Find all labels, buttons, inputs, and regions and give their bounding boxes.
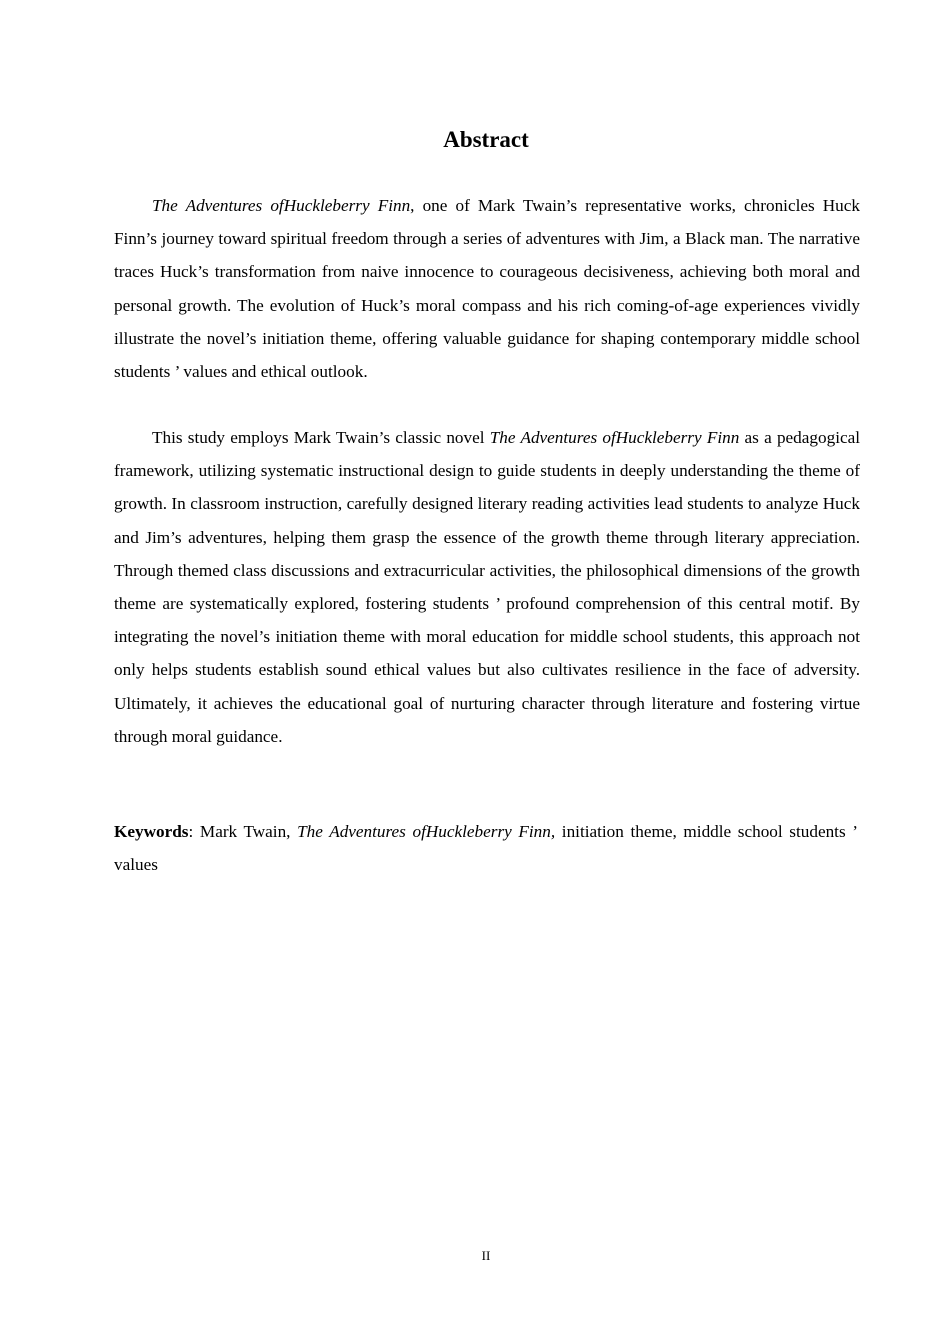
abstract-title: Abstract (443, 127, 529, 152)
paragraph-text: , one of Mark Twain’s representative works, chronicles Huck Finn’s journey toward spiritual freedom through a series of adventures with Jim, a Black man. The narrative traces Huck’s transformation from naive innocence to courageous decisiveness, achieving both moral and personal growth. The evolution of Huck’s moral compass and his rich coming-of-age experiences vividly illustrate the novel’s initiation theme, offering valuable guidance for shaping contemporary middle school students ’ values and ethical outlook. (114, 196, 860, 382)
keywords-label: Keywords (114, 822, 189, 841)
abstract-paragraph-1 (114, 189, 860, 388)
keywords-separator: : (188, 822, 200, 841)
book-title: The Adventures ofHuckleberry Finn, (297, 822, 556, 841)
page-number: II (481, 1248, 491, 1263)
book-title: The Adventures ofHuckleberry Finn (152, 196, 411, 215)
paragraph-text: This study employs Mark Twain’s classic novel (152, 428, 490, 447)
book-title: The Adventures ofHuckleberry Finn (489, 428, 740, 447)
keywords-text: Mark Twain, (199, 822, 298, 841)
paragraph-text: as a pedagogical framework, utilizing systematic instructional design to guide students in deeply understanding the theme of growth. In classroom instruction, carefully designed literary reading activities lead students to analyze Huck and Jim’s adventures, helping them grasp the essence of the growth theme through literary appreciation. Through themed class discussions and extracurricular activities, the philosophical dimensions of the growth theme are systematically explored, fostering students ’ profound comprehension of this central motif. By integrating the novel’s initiation theme with moral education for middle school students, this approach not only helps students establish sound ethical values but also cultivates resilience in the face of adversity. Ultimately, it achieves the educational goal of nurturing character through literature and fostering virtue through moral guidance. (114, 428, 860, 746)
abstract-paragraph-2 (114, 421, 860, 753)
keywords (114, 815, 858, 881)
keywords-text: initiation theme, middle school students ’ values (114, 822, 858, 875)
